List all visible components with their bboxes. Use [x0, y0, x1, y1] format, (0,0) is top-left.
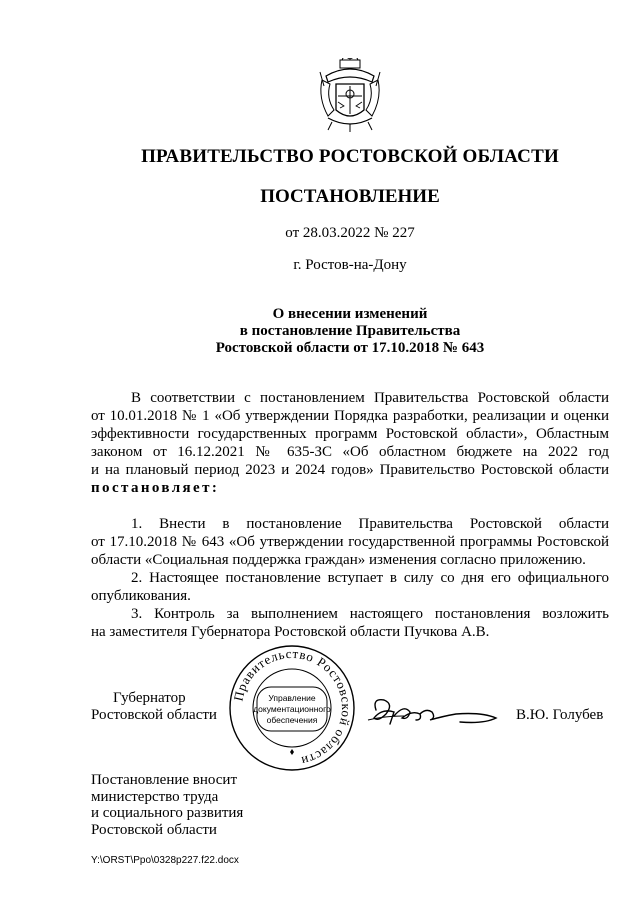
- submitted-by-line: Ростовской области: [91, 821, 217, 838]
- stamp-inner-line: документационного: [253, 704, 331, 714]
- item-3-line: на заместителя Губернатора Ростовской области Пучкова А.В.: [91, 624, 490, 640]
- date-number: от 28.03.2022 № 227: [285, 225, 415, 241]
- document-type: ПОСТАНОВЛЕНИЕ: [260, 186, 440, 207]
- coat-of-arms-emblem: [316, 58, 384, 134]
- item-1-line: от 17.10.2018 № 643 «Об утверждении государственной программы Ростовской: [91, 534, 609, 550]
- item-3-line: 3. Контроль за выполнением настоящего постановления возложить: [131, 606, 609, 622]
- subject-line: О внесении изменений: [272, 306, 428, 322]
- handwritten-signature: [364, 690, 504, 732]
- submitted-by-line: и социального развития: [91, 805, 244, 822]
- submitted-by-line: министерство труда: [91, 788, 219, 805]
- preamble-line: эффективности государственных программ Ростовской области», Областным: [91, 426, 609, 442]
- preamble-line: В соответствии с постановлением Правительства Ростовской области: [131, 390, 609, 406]
- item-1-line: области «Социальная поддержка граждан» изменения согласно приложению.: [91, 552, 586, 568]
- official-stamp: [227, 643, 357, 773]
- city: г. Ростов-на-Дону: [293, 257, 407, 273]
- stamp-inner-line: Управление: [268, 693, 316, 703]
- subject-line: Ростовской области от 17.10.2018 № 643: [215, 340, 485, 356]
- item-2-line: 2. Настоящее постановление вступает в силу со дня его официального: [131, 570, 609, 586]
- stamp-inner-line: обеспечения: [266, 715, 318, 725]
- subject-heading: [0, 306, 640, 357]
- preamble-line: от 10.01.2018 № 1 «Об утверждении Порядка разработки, реализации и оценки: [91, 408, 609, 424]
- subject-line: в постановление Правительства: [239, 323, 461, 339]
- item-1-line: 1. Внести в постановление Правительства Ростовской области: [131, 516, 609, 532]
- stamp-ring-text: Правительство Ростовской области: [230, 645, 355, 770]
- signatory-title-line: Ростовской области: [91, 707, 217, 723]
- submitted-by-line: Постановление вносит: [91, 772, 238, 788]
- submitted-by: [91, 772, 243, 838]
- decree-word: постановляет:: [91, 480, 220, 496]
- preamble-line: и на плановый период 2023 и 2024 годов» Правительство Ростовской области: [91, 462, 609, 478]
- item-2-line: опубликования.: [91, 588, 191, 604]
- file-path: Y:\ORST\Ppo\0328p227.f22.docx: [91, 855, 239, 866]
- signatory-name: В.Ю. Голубев: [516, 707, 604, 723]
- government-title: ПРАВИТЕЛЬСТВО РОСТОВСКОЙ ОБЛАСТИ: [141, 146, 559, 167]
- preamble-line: законом от 16.12.2021 № 635-ЗС «Об областном бюджете на 2022 год: [91, 444, 609, 460]
- signatory-title-line: Губернатор: [113, 690, 186, 706]
- signatory-title: [91, 690, 217, 724]
